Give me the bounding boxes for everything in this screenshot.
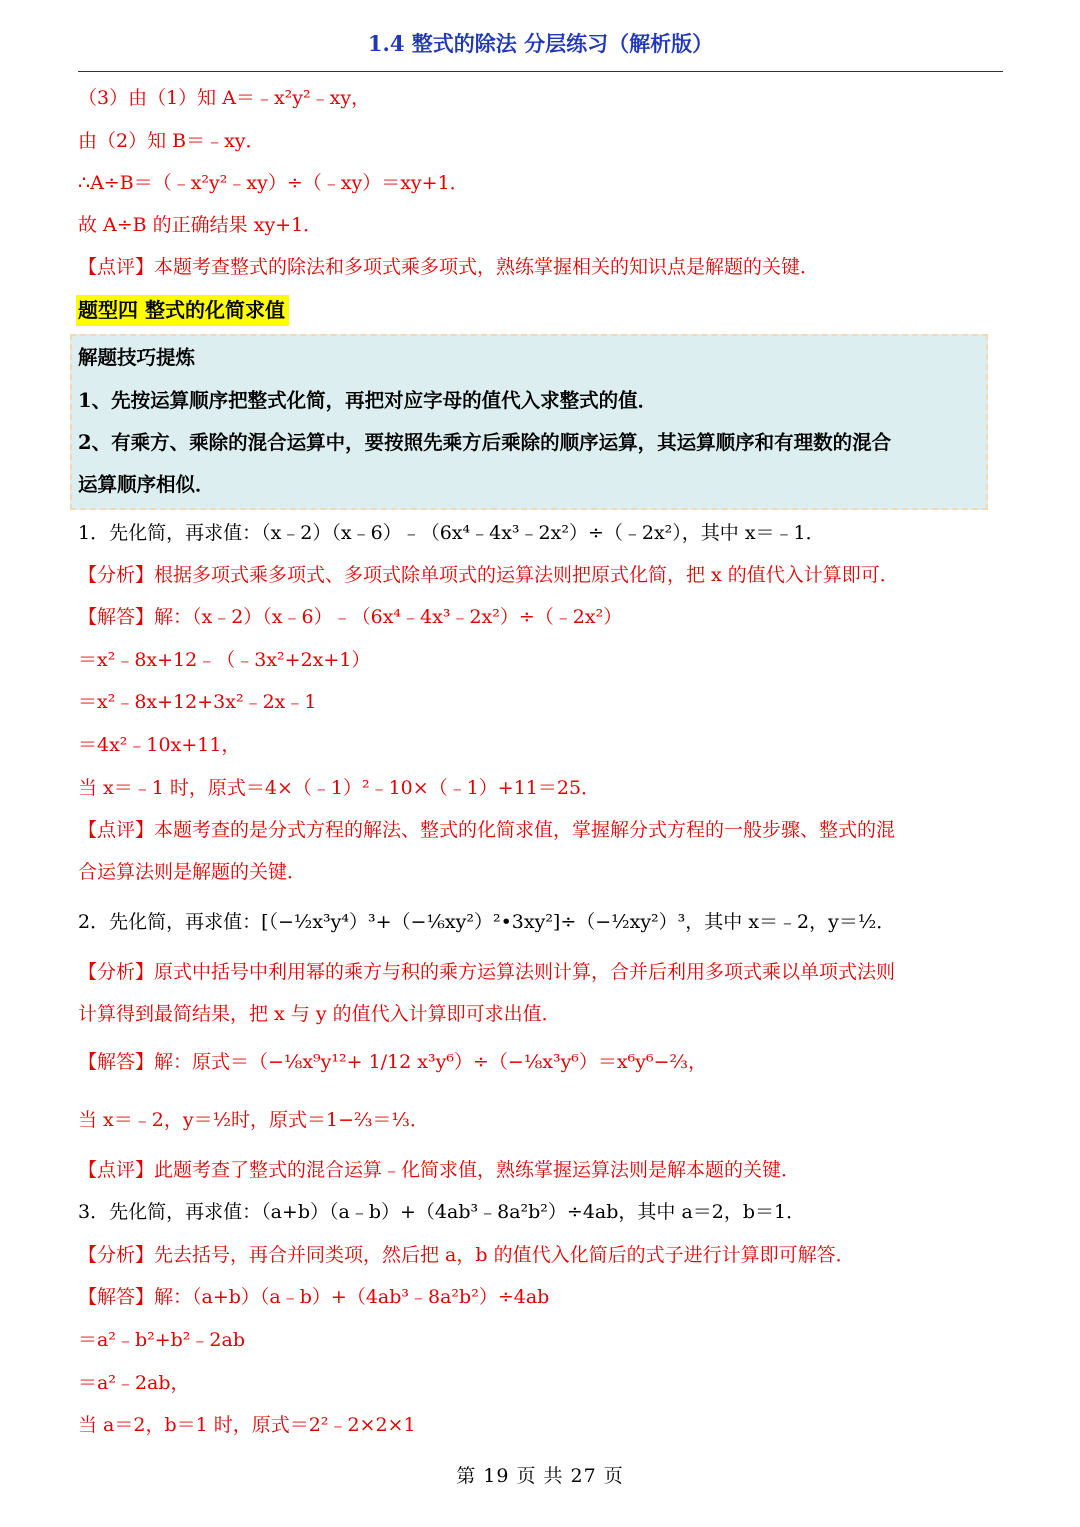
analysis-line: 【分析】先去括号，再合并同类项，然后把 a，b 的值代入化简后的式子进行计算即可解答． [78, 1244, 855, 1266]
comment-line: 【点评】本题考查整式的除法和多项式乘多项式，熟练掌握相关的知识点是解题的关键． [78, 256, 820, 278]
answer-line: 【解答】解：（x﹣2）（x﹣6）﹣（6x⁴﹣4x³﹣2x²）÷（﹣2x²） [78, 606, 623, 628]
header-divider [78, 71, 1003, 72]
answer-line: 当 a＝2，b＝1 时，原式＝2²﹣2×2×1 [78, 1414, 416, 1436]
page-number: 第 19 页 共 27 页 [456, 1465, 624, 1487]
solution-line: 由（2）知 B＝﹣xy． [78, 130, 265, 152]
answer-line: ＝4x²﹣10x+11， [78, 734, 241, 756]
page-header-title: 1.4 整式的除法 分层练习（解析版） [367, 31, 714, 56]
solution-line: （3）由（1）知 A＝﹣x²y²﹣xy， [78, 87, 371, 109]
answer-line: ＝a²﹣b²+b²﹣2ab [78, 1329, 246, 1351]
tips-item: 1、先按运算顺序把整式化简，再把对应字母的值代入求整式的值． [78, 389, 658, 412]
section-heading: 题型四 整式的化简求值 [76, 295, 289, 326]
answer-line: ＝a²﹣2ab， [78, 1372, 190, 1394]
answer-line: 【解答】解：原式＝（−⅛x⁹y¹²+ 1/12 x³y⁶）÷（−⅛x³y⁶）＝x⁶y⁶−⅔， [78, 1051, 707, 1073]
answer-line: 当 x＝﹣1 时，原式＝4×（﹣1）²﹣10×（﹣1）+11＝25． [78, 777, 601, 799]
answer-line: 【解答】解：（a+b）（a﹣b）+（4ab³﹣8a²b²）÷4ab [78, 1286, 550, 1308]
analysis-line: 计算得到最简结果，把 x 与 y 的值代入计算即可求出值． [78, 1003, 561, 1025]
solution-line: 故 A÷B 的正确结果 xy+1． [78, 214, 323, 236]
answer-line: ＝x²﹣8x+12﹣（﹣3x²+2x+1） [78, 649, 371, 671]
analysis-line: 【分析】根据多项式乘多项式、多项式除单项式的运算法则把原式化简，把 x 的值代入计算即可． [78, 564, 899, 586]
analysis-line: 【分析】原式中括号中利用幂的乘方与积的乘方运算法则计算，合并后利用多项式乘以单项式法则 [78, 961, 896, 983]
tips-title: 解题技巧提炼 [78, 346, 196, 369]
tips-item: 运算顺序相似． [78, 473, 215, 496]
solution-line: ∴A÷B＝（﹣x²y²﹣xy）÷（﹣xy）＝xy+1． [78, 172, 469, 194]
comment-line: 合运算法则是解题的关键． [78, 861, 307, 883]
problem-1: 1．先化简，再求值：（x﹣2）（x﹣6）﹣（6x⁴﹣4x³﹣2x²）÷（﹣2x²），其中 x＝﹣1． [78, 522, 825, 544]
problem-2: 2．先化简，再求值：[（−½x³y⁴）³+（−⅙xy²）²•3xy²]÷（−½xy²）³，其中 x＝﹣2，y＝½． [78, 911, 896, 933]
comment-line: 【点评】此题考查了整式的混合运算﹣化简求值，熟练掌握运算法则是解本题的关键． [78, 1159, 801, 1181]
tips-item: 2、有乘方、乘除的混合运算中，要按照先乘方后乘除的顺序运算，其运算顺序和有理数的混合 [78, 431, 892, 454]
answer-line: ＝x²﹣8x+12+3x²﹣2x﹣1 [78, 691, 317, 713]
problem-3: 3．先化简，再求值：（a+b）（a﹣b）+（4ab³﹣8a²b²）÷4ab，其中 a＝2，b＝1． [78, 1201, 806, 1223]
comment-line: 【点评】本题考查的是分式方程的解法、整式的化简求值，掌握解分式方程的一般步骤、整式的混 [78, 819, 896, 841]
answer-line: 当 x＝﹣2，y＝½时，原式＝1−⅔＝⅓． [78, 1109, 429, 1131]
